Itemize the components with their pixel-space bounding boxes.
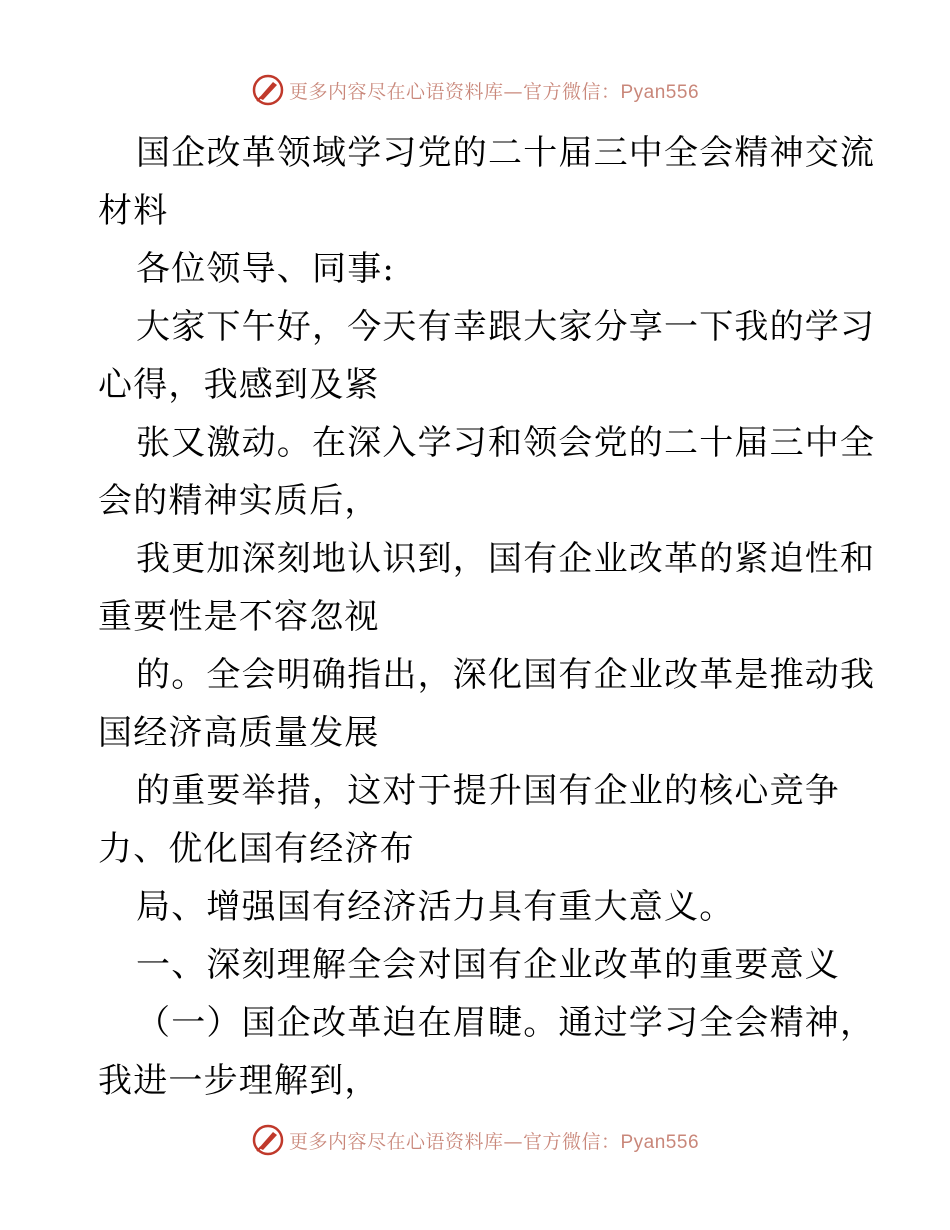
- watermark-banner-bottom: [0, 1120, 950, 1160]
- text-line: 材料: [98, 191, 169, 231]
- text-line: 一、深刻理解全会对国有企业改革的重要意义: [136, 945, 840, 985]
- text-line: 的。全会明确指出，深化国有企业改革是推动我: [136, 655, 876, 695]
- text-line: 会的精神实质后，: [98, 481, 380, 521]
- text-line: 张又激动。在深入学习和领会党的二十届三中全: [136, 423, 876, 463]
- text-line: 局、增强国有经济活力具有重大意义。: [136, 887, 735, 927]
- text-line: 我更加深刻地认识到，国有企业改革的紧迫性和: [136, 539, 876, 579]
- text-line: 国经济高质量发展: [98, 713, 380, 753]
- watermark-text-bottom: 更多内容尽在心语资料库—官方微信：Pyan556: [288, 1130, 700, 1153]
- text-line: （一）国企改革迫在眉睫。通过学习全会精神，: [136, 1003, 876, 1043]
- text-line: 各位领导、同事:: [136, 249, 396, 289]
- text-line: 力、优化国有经济布: [98, 829, 415, 869]
- text-line: 心得，我感到及紧: [98, 365, 380, 405]
- text-line: 大家下午好，今天有幸跟大家分享一下我的学习: [136, 307, 876, 347]
- document-body: [98, 124, 876, 1110]
- watermark-banner-top: [0, 70, 950, 110]
- text-line: 我进一步理解到，: [98, 1061, 380, 1101]
- quill-logo-icon: [251, 1123, 285, 1157]
- text-line: 国企改革领域学习党的二十届三中全会精神交流: [136, 133, 876, 173]
- text-line: 的重要举措，这对于提升国有企业的核心竞争: [136, 771, 840, 811]
- text-line: 重要性是不容忽视: [98, 597, 380, 637]
- watermark-text-top: 更多内容尽在心语资料库—官方微信：Pyan556: [288, 80, 700, 103]
- quill-logo-icon: [251, 73, 285, 107]
